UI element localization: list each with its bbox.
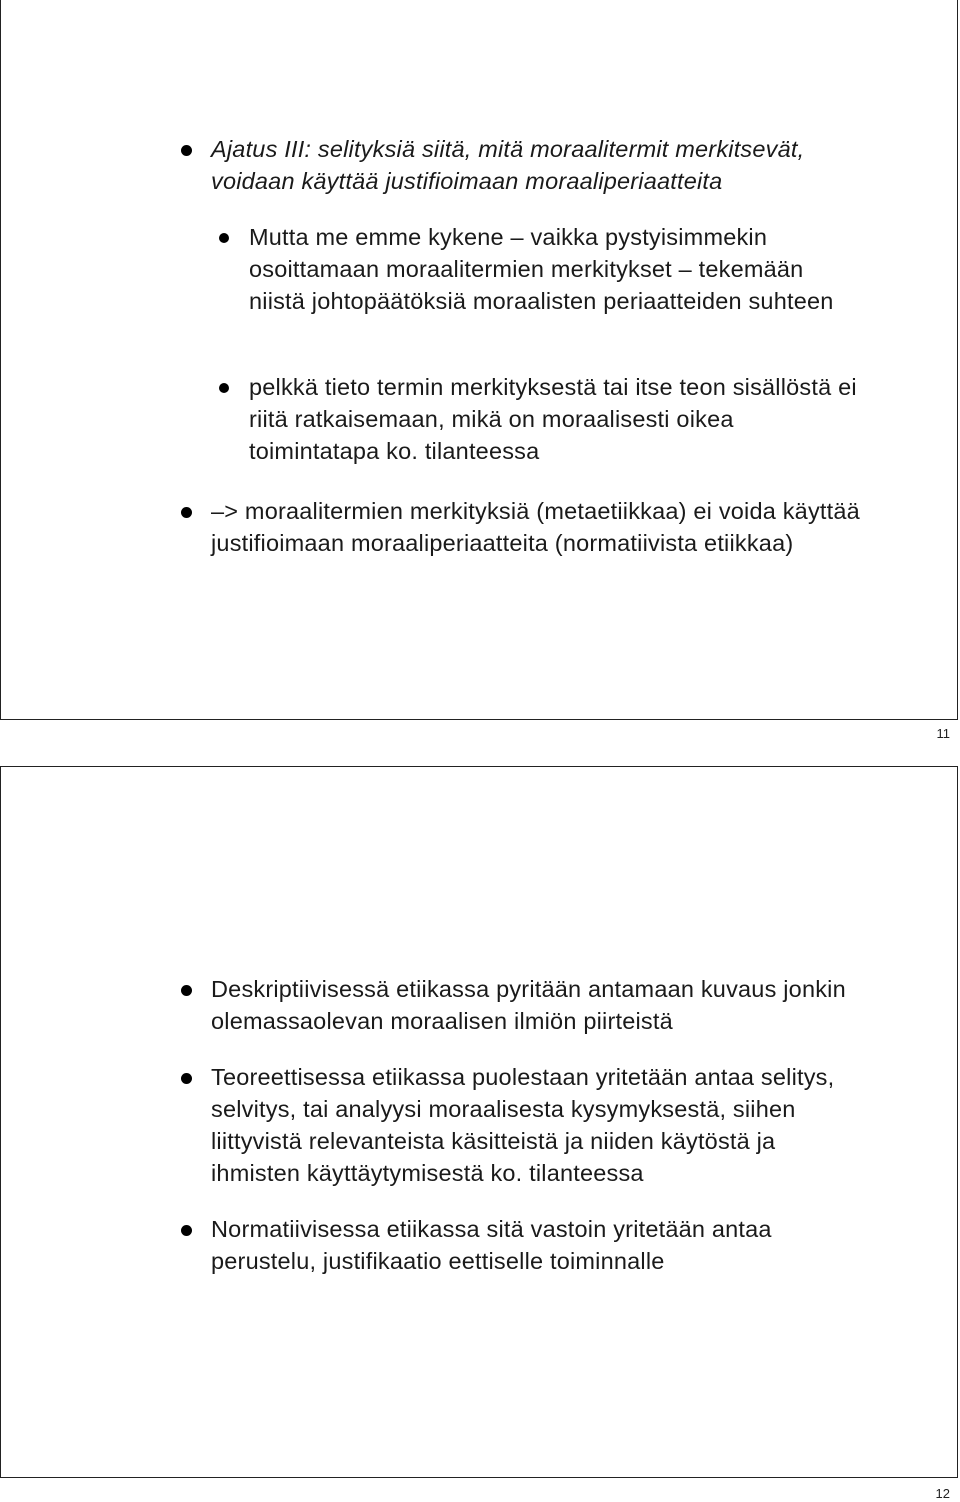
page-number: 12 xyxy=(935,1486,950,1501)
bullet-dot-icon xyxy=(181,1073,192,1084)
bullet-text: –> moraalitermien merkityksiä (metaetiikkaa) ei voida käyttää justifioimaan moraaliperiaatteita (normatiivista etiikkaa) xyxy=(211,498,860,556)
page-number: 11 xyxy=(936,726,950,741)
slide-11-bullet-1 xyxy=(181,133,871,197)
slide-11 xyxy=(0,0,958,720)
bullet-dot-icon xyxy=(181,985,192,996)
bullet-dot-icon xyxy=(219,383,229,393)
slide-11-bullet-2 xyxy=(181,495,871,559)
slide-11-sub-bullet-2 xyxy=(219,371,859,467)
bullet-text: Deskriptiivisessä etiikassa pyritään antamaan kuvaus jonkin olemassaolevan moraalisen ilmiön piirteistä xyxy=(211,976,846,1034)
slide-12-bullet-2 xyxy=(181,1061,871,1189)
bullet-text: Teoreettisessa etiikassa puolestaan yritetään antaa selitys, selvitys, tai analyysi moraalisesta kysymyksestä, siihen liittyvistä relevanteista käsitteistä ja niiden käytöstä ja ihmisten käyttäytymisestä ko. tilanteessa xyxy=(211,1064,835,1186)
slide-12-bullet-1 xyxy=(181,973,871,1037)
bullet-text: pelkkä tieto termin merkityksestä tai itse teon sisällöstä ei riitä ratkaisemaan, mikä on moraalisesti oikea toimintatapa ko. tilanteessa xyxy=(249,374,857,464)
slide-11-sub-bullet-1 xyxy=(219,221,859,317)
bullet-dot-icon xyxy=(181,1225,192,1236)
bullet-text: Mutta me emme kykene – vaikka pystyisimmekin osoittamaan moraalitermien merkitykset – tekemään niistä johtopäätöksiä moraalisten periaatteiden suhteen xyxy=(249,224,834,314)
bullet-dot-icon xyxy=(181,145,192,156)
bullet-text: Ajatus III: selityksiä siitä, mitä moraalitermit merkitsevät, voidaan käyttää justifioimaan moraaliperiaatteita xyxy=(211,136,805,194)
slide-12-bullet-3 xyxy=(181,1213,871,1277)
bullet-dot-icon xyxy=(181,507,192,518)
slide-12 xyxy=(0,766,958,1478)
bullet-dot-icon xyxy=(219,233,229,243)
bullet-text: Normatiivisessa etiikassa sitä vastoin yritetään antaa perustelu, justifikaatio eettiselle toiminnalle xyxy=(211,1216,772,1274)
